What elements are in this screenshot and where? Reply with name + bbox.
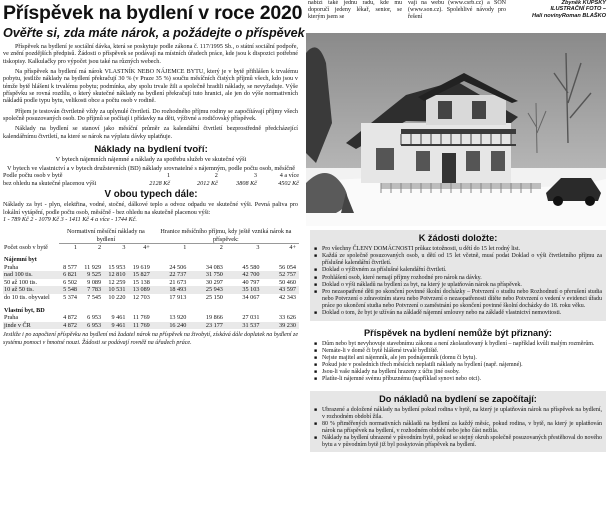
list-item: ■ Platíte-li nájemné svému příbuznému (například synovi nebo otci). <box>314 376 602 383</box>
list-item: ■ Ubrazené a doložené náklady na bydlení pokud rodina v bytě, na který je uplatňován nárok na příspěvek na bydlení, v rozhodném období žila. <box>314 407 602 421</box>
documents-box <box>310 230 606 321</box>
table-cell: 11 929 <box>84 263 102 271</box>
article-title: Příspěvek na bydlení v roce 2020 <box>3 2 303 24</box>
table-section-rental: Nájemní byt <box>4 255 37 263</box>
included-costs-list <box>314 407 602 450</box>
normative-values-row: bez ohledu na skutečné placenou výši 2128 Kč 2012 Kč 3808 Kč 4502 Kč <box>3 179 299 187</box>
table-cell: 7 783 <box>80 286 104 294</box>
list-item: ■ Pokud jste v posledních třech měsících neplatili náklady na bydlení (např. nájemné). <box>314 362 602 369</box>
table-cell: 25 943 <box>189 286 226 294</box>
list-item: ■ Doklad o výživném za příslušné kalendářní čtvrtletí. <box>314 267 602 274</box>
table-cell: 7 545 <box>87 293 102 301</box>
table-row-label: nad 100 tis. <box>3 271 59 279</box>
table-cell: 21 673 <box>169 278 187 286</box>
table-cell: 6 502 <box>63 278 77 286</box>
table-cell: 12 259 <box>108 278 126 286</box>
table-cell: 42 700 <box>226 271 263 279</box>
table-cell: 43 597 <box>262 286 299 294</box>
table-cell: 15 827 <box>128 271 152 279</box>
house-illustration <box>306 33 606 226</box>
table-cell: 45 580 <box>242 263 260 271</box>
paragraph-costs: Náklady na bydlení se stanoví jako měsíční průměr za kalendářní čtvrtletí bezprostředně předcházející kalendářnímu čtvrtletí, na které se nárok na výplatu dávky uplatňuje. <box>3 126 298 140</box>
table-cell: 56 054 <box>278 263 296 271</box>
table-cell: 5 548 <box>59 286 80 294</box>
limits-table <box>3 228 299 329</box>
table-cell: 42 343 <box>278 293 296 301</box>
table-cell: 8 577 <box>63 263 77 271</box>
list-item: ■ 80 % přiměřených normativních nákladů na bydlení za každý měsíc, pokud rodina, v bytě, na který je uplatňován nárok na příspěvek na bydlení, v rozhodném období nebo jeho část nežila. <box>314 421 602 435</box>
documents-list <box>314 246 602 318</box>
paragraph-intro: Příspěvek na bydlení je sociální dávka, která se poskytuje podle zákona č. 117/1995 Sb., o státní sociální podpoře, ve znění pozdějších předpisů. Žádosti o příspěvek se podávají na místních úřadech práce, kde jsou k dispozici potřebné tiskopisy. Kalkulačky pro výpočet jsou také na různých webech. <box>3 44 298 65</box>
table-cell: 10 531 <box>104 286 128 294</box>
not-granted-box <box>310 325 606 387</box>
table-cell: 13 920 <box>169 314 187 322</box>
paragraph-entitlement: Na příspěvek na bydlení má nárok VLASTNÍK NEBO NÁJEMCE BYTU, který je v bytě přihlášen k trvalému pobytu, jestliže náklady na bydlení překračují 30 % (v Praze 35 %) součtu měsíčních čistých příjmů všech, kdo jsou v témže bytě hlášeni k trvalému pobytu; podmínka, aby spolu trvale žili a společně hradili náklady, se nevyžaduje. Výše příspěvku se rovná rozdílu, o který skutečné náklady na bydlení překračují tuto hranici, ale jen do výše normativních nákladů podle typu bytu, velikosti obce a počtu osob v rodině. <box>3 69 298 105</box>
table-cell: 11 769 <box>128 322 152 330</box>
table-row <box>3 279 299 287</box>
table-cell: 6 821 <box>59 271 80 279</box>
table-cell: 6 953 <box>87 314 102 322</box>
table-row <box>3 294 299 302</box>
footnote: Jestliže i po započtení příspěvku na bydlení má žadatel nárok na příspěvek na živobytí, získává dále doplatek na bydlení ze systému pomoci v hmotné nouzi. Žádosti se podávají rovněž na úřadech práce. <box>3 332 298 346</box>
list-item: ■ Nejste majitel ani nájemník, ale jen podnájemník (domu či bytu). <box>314 355 602 362</box>
table-cell: 19 866 <box>205 314 223 322</box>
owned-costs-line: V bytech ve vlastnictví a v bytech družstevních (BD) náklady srovnatelné s nájemným, podle počtu osob, měsíčně <box>6 164 296 172</box>
article-subtitle: Ověřte si, zda máte nárok, a požádejte o příspěvek <box>3 26 305 40</box>
photo-credit: Zbyněk KUPSKÝ ILUSTRAČNÍ FOTO – Hali novinyRoman BLAŠKO <box>532 0 606 19</box>
table-row-label: 10 až 50 tis. <box>3 286 59 294</box>
table-row-label: Praha <box>4 263 19 271</box>
table-cell: 30 297 <box>205 278 223 286</box>
table-cell: 17 913 <box>169 293 187 301</box>
top-col-1: nabízí také jednu radu, kde mu doporučí jedeny lékař, senior, se kterým jsem se <box>308 0 402 21</box>
table-cell: 25 150 <box>205 293 223 301</box>
both-types-heading: V obou typech dále: <box>104 189 198 201</box>
table-row-label: jinde v ČR <box>3 322 59 330</box>
list-item: ■ Pro všechny ČLENY DOMÁCNOSTI průkaz totožnosti, u dětí do 15 let rodný list. <box>314 246 602 253</box>
top-col-2: vají na webu (www.csrb.cz) a SON (www.son.cz). Spolehlivé návody pro řešení <box>408 0 506 21</box>
not-granted-heading: Příspěvek na bydlení nemůže být přiznaný: <box>364 327 552 338</box>
list-item: ■ Jsou-li vaše náklady na bydlení hrazeny z účtu jiné osoby. <box>314 369 602 376</box>
table-row <box>3 322 299 330</box>
costs-heading: Náklady na bydlení tvoří: <box>94 144 208 156</box>
house-photo <box>306 33 606 226</box>
list-item: ■ Prohlášení osob, které nemají příjmy rozhodné pro nárok na dávky. <box>314 275 602 282</box>
list-item: ■ Každá ze společně posuzovaných osob, u dětí od 15 let včetně, musí podat Doklad o výši čtvrtletního příjmu za příslušné kalendářní čtvrtletí. <box>314 253 602 267</box>
top-text-strip <box>306 0 608 31</box>
rental-costs-line: V bytech nájemních nájemné a náklady za spotřebu služeb ve skutečné výši <box>55 156 247 164</box>
table-cell: 27 031 <box>242 314 260 322</box>
table-cell: 12 703 <box>132 293 150 301</box>
included-costs-box <box>310 391 606 453</box>
table-cell: 4 872 <box>59 322 80 330</box>
list-item: ■ Nemáte-li v domě či bytě hlášené trvalé bydliště. <box>314 348 602 355</box>
table-cell: 9 525 <box>80 271 104 279</box>
table-cell: 5 374 <box>63 293 77 301</box>
table-columns-row: Počet osob v bytě 1 2 3 4+ 1 2 3 4+ <box>4 244 296 252</box>
table-cell: 4 872 <box>63 314 77 322</box>
table-row-label: do 10 tis. obyvatel <box>4 293 50 301</box>
table-row <box>3 314 299 322</box>
table-cell: 9 089 <box>87 278 102 286</box>
list-item: ■ Doklad o tom, že byt je užíván na základě nájemní smlouvy nebo na základě vlastnictví nemovitosti. <box>314 310 602 317</box>
table-cell: 11 769 <box>132 314 150 322</box>
table-cell: 31 537 <box>226 322 263 330</box>
table-cell: 6 953 <box>80 322 104 330</box>
table-cell: 24 506 <box>169 263 187 271</box>
table-cell: 12 810 <box>104 271 128 279</box>
list-item: ■ Doklad o výši nákladů na bydlení za byt, na který je uplatňován nárok na příspěvek. <box>314 282 602 289</box>
table-cell: 33 626 <box>278 314 296 322</box>
limits-table-box <box>0 228 302 329</box>
normative-header-row: Podle počtu osob v bytě 1 2 3 4 a více <box>3 172 299 180</box>
documents-heading: K žádosti doložte: <box>418 233 498 243</box>
table-cell: 16 240 <box>153 322 190 330</box>
table-head-normative: Normativní měsíční náklady na bydlení <box>59 228 153 244</box>
right-column <box>306 0 608 518</box>
list-item: ■ Dům nebo byt nevyhovuje stavebnímu zákonu a není zkolaudovaný k bydlení – například kvůli malým rozměrům. <box>314 341 602 348</box>
table-cell: 31 750 <box>189 271 226 279</box>
table-head-income: Hranice měsíčního příjmu, kdy ještě vzniká nárok na příspěvek: <box>153 228 299 244</box>
list-item: ■ Pro nezaopatřené děti po skončení povinné školní docházky – Potvrzení o studiu nebo Rozhodnutí o přerušení studia nebo Potvrzení o zdravotním stavu nebo Potvrzení o nezaopatřenosti dítěte nebo Potvrzení o vedení v evidenci úřadu práce po ukončení studia nebo Potvrzení o zaměstnání po skončení povinné školní docházky do 18. roku věku. <box>314 289 602 310</box>
table-row <box>3 271 299 279</box>
table-cell: 15 138 <box>132 278 150 286</box>
table-cell: 22 737 <box>153 271 190 279</box>
not-granted-list <box>314 341 602 384</box>
table-cell: 15 953 <box>108 263 126 271</box>
table-section-owned: Vlastní byt, BD <box>4 306 45 314</box>
table-cell: 13 089 <box>128 286 152 294</box>
table-cell: 9 461 <box>111 314 126 322</box>
table-cell: 34 083 <box>205 263 223 271</box>
paragraph-income: Příjem je testován čtvrtletně vždy za uplynulé čtvrtletí. Do rozhodného příjmu rodiny se započítávají příjmy všech společně posuzovaných osob. Do příjmů se počítají i přídavky na děti, výživné a rodičovský příspěvek. <box>3 108 298 123</box>
table-cell: 9 461 <box>104 322 128 330</box>
table-cell: 50 460 <box>278 278 296 286</box>
table-cell: 10 220 <box>108 293 126 301</box>
table-row <box>3 264 299 272</box>
table-cell: 18 493 <box>153 286 190 294</box>
table-cell: 52 757 <box>262 271 299 279</box>
table-cell: 23 177 <box>189 322 226 330</box>
table-cell: 34 067 <box>242 293 260 301</box>
list-item: ■ Náklady na bydlení ubrazené v původním bytě, pokud se stejný okruh společně posuzovaných přestěhoval do nového bytu a v původním bytě již byl poskytován příspěvek na bydlení. <box>314 435 602 449</box>
table-row <box>3 286 299 294</box>
table-cell: 40 797 <box>242 278 260 286</box>
both-types-text: Náklady za byt - plyn, elektřina, vodné, stočné, dálkové teplo a odvoz odpadu ve skutečné výši. Pevná paliva pro lokální vytápění, podle počtu osob, měsíčně - bez ohledu na skutečně placenou výši: 1 - 789 Kč 2 - 1079 Kč 3 - 1411 Kč 4 a více - 1744 Kč. <box>3 202 298 223</box>
table-cell: 35 103 <box>226 286 263 294</box>
table-cell: 19 619 <box>132 263 150 271</box>
table-cell: 39 230 <box>262 322 299 330</box>
table-row-label: Praha <box>4 314 19 322</box>
table-row-label: 50 až 100 tis. <box>4 278 37 286</box>
included-costs-heading: Do nákladů na bydlení se započítají: <box>379 393 537 404</box>
